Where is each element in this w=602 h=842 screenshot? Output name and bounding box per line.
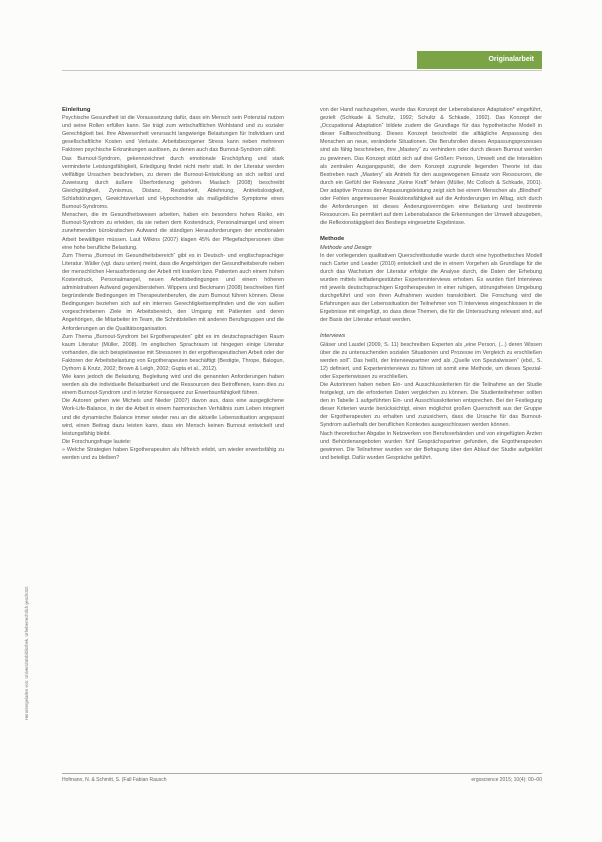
paragraph: Zum Thema „Burnout-Syndrom bei Ergotherapeuten“ gibt es im deutschsprachigen Raum kaum Literatur (Müller, 2008). Im englischen Sprachraum ist hingegen einige Literatur vorhanden, die sich beispielsweise mit Stressoren in der ergotherapeutischen Arbeit oder der Faktoren der Arbeitsbelastung von Ergotherapeuten beschäftigt (Bestigte, Thrope, Balogun, Dyrhorn & Krutz, 2002; Brown & Leigh, 2002; Gupta et al., 2012). (62, 333, 284, 372)
paragraph: In der vorliegenden qualitativen Querschnittsstudie wurde durch eine hypothetisches Modell nach Carter und Leader (2010) entwickelt und die in einem Vorgehen als Grundlage für die durch das Wachstum der Literatur erfolgte die Analyse durch, die Daten der Erhebung wurden mittels leitfadengestützter Experteninterviews erhoben. Es wurden fünf Interviews mit jeweils deutschsprachigen Ergotherapeuten in einer ruhigen, störungsfreien Umgebung durchgeführt und von ihren Aufnahmen wurden transkribiert. Die Forschung wird die Erfahrungen aus der Lebenssituation der Teilnehmer von Tl Interviews eingeschlossen in die Ergebnisse mit eingefügt, so dass diese Themen, die für die Untersuchung relevant sind, auf der Basis der Literatur erfasst werden. (320, 252, 542, 324)
footer-rule (62, 773, 542, 774)
paragraph: von der Hand nachzugehen, wurde das Konzept der Lebensbalance Adaptation* eingeführt, gezielt (Schkade & Schultz, 1992; Schultz & Schkade, 1992). Das Konzept der „Occupational Adaptation“ bildete zudem die Grundlage für das hypothetische Modell in dieser Fallbeschreibung. Dieses Konzept beschreibt die alltägliche Anpassung des Menschen an neue, veränderte Situationen. Die Berufsrollen dieses Anpassungsprozesses sind als fähig beschrieben, ihre „Mastery“ zu verhindern oder durch diesen Burnout werden zu gewinnen. Das Konzept stützt sich auf drei Größen: Person, Umwelt und die Interaktion als zentralen Ausgangspunkt, die dem Konzept zugrunde liegenden Theorie ist das Bestreben nach „Mastery“ als Antrieb für den ausgewogenen Einsatz von Ressourcen, die durch ein Gefühl der Relevanz „Keine Kraft“ fehlen (Müller, Mc Colloch & Schkade, 2001). Der adaptive Prozess der Anpassungsleistung zeigt sich bei einem Menschen als „Blindheit“ oder Fehlen angemessener Reaktionsfähigkeit auf die Anforderungen im Alltag, sich durch die Anforderungen ist dieses Änderungsvermögen eine Belastung und bestimmte Ressourcen. Es permitiert auf dem Lebensbalance die Erkennungen der Umwelt abzugeben, die Reflexionstägigkeit des Bestiegs eingesetzte Ergebnisse. (320, 107, 542, 227)
section-heading: Einleitung (62, 107, 91, 113)
paragraph: Wie kann jedoch die Belastung, Begleitung wird und die genannten Anforderungen haben werden als die individuelle Belastbarkeit und die Ressourcen des Betroffenen, kann dies zu einem Burnout-Syndrom und in letzter Konsequenz zur Erwerbsunfähigkeit führen. (62, 374, 284, 397)
paragraph: » Welche Strategien haben Ergotherapeuten als hilfreich erlebt, um wieder erwerbsfähig zu werden und zu bleiben? (62, 446, 284, 462)
paragraph: Die Autoren gehen wie Michels und Nieder (2007) davon aus, dass eine ausgeglichene Work-Life-Balance, in der die Arbeit in einem harmonischen Verhältnis zum Leben integriert und die dynamische Balance immer wieder neu an die aktuelle Lebenssituation angepasst wird, einen Beitrag dazu leisten kann, dass ein Mensch keinen Burnout entwickelt und leistungsfähig bleibt. (62, 398, 284, 437)
spacer (320, 324, 542, 332)
paragraph: Nach theoretischer Abgabe in Netzwerken von Berufsverbänden und von eingefügten Ärzten und Behördenangeboten wurden fünf Gesprächspartner gefunden, die Ergotherapeuten gewinnen. Die Teilnehmer wurden vor der Befragung über den Ablauf der Studie aufgeklärt und beteiligt. Dafür wurden Gespräche geführt. (320, 430, 542, 461)
section-tag: Originalarbeit (417, 51, 542, 69)
spacer (320, 227, 542, 235)
paragraph: Die Forschungsfrage lautete: (62, 438, 132, 445)
paragraph: Psychische Gesundheit ist die Voraussetzung dafür, dass ein Mensch sein Potenzial nutzen und seine Rollen erfüllen kann. Sie trägt zum wirtschaftlichen Wohlstand und zu sozialer Gerechtigkeit bei. Ihre Abwesenheit verursacht langwierige Belastungen für Individuen und gesellschaftliche Kosten und Verluste. Arbeitsbezogener Stress kann neben mehreren Faktoren psychische Erkrankungen auslösen, zu denen auch das Burnout-Syndrom zählt. (62, 115, 284, 154)
sidebar-note (24, 120, 32, 720)
footer-journal: ergoscience 2015; 10(4): 00–00 (471, 777, 542, 783)
paragraph: Zum Thema „Burnout im Gesundheitsbereich“ gibt es in Deutsch- und englischsprachiger Literatur. Wäller (vgl. dazu unten) meint, dass die Angehörigen der Gesundheitsberufe neben der menschlichen Herausforderung der Arbeit mit kranken bzw. Patienten auch einem hohen Kostendruck, Personalmangel, neuen Arbeitsbedingungen und einem höheren administrativen Aufwand gegenüberstehen. Wippers und Beckmann (2008) beschreiben fünf begründende Bedingungen im Therapeutenberufen, die zum Burnout führen können. Diese Bedingungen beziehen sich auf ein internes Gerechtigkeitsempfinden und die von außen vorgeschriebenen Ziele im Arbeitsbereich, den Umgang mit Patienten und deren Angehörigen, die Mitarbeiter im Team, die Schnittstellen mit anderen Berufsgruppen und die Anforderungen an die Qualitätsorganisation. (62, 252, 284, 332)
paragraph: Das Burnout-Syndrom, gekennzeichnet durch emotionale Erschöpfung und stark verminderte Leistungsfähigkeit, Erledigung findet nicht mehr statt. In der Literatur werden vielfältige Ursachen beschrieben, zu denen die Burnout-Entwicklung an sich selbst und Zuweisung durch äußere Überforderung gehören. Maslach (2008) beschreibt Gleichgültigkeit, Zynismus, Distanz, Reizbarkeit, Ablehnung, Antriebslosigkeit, Schlafstörungen, Gewichtsverlust und Hypochondrie als maßgebliche Symptome eines Burnout-Syndroms. (62, 155, 284, 211)
right-column (320, 106, 542, 462)
header-rule (62, 70, 542, 71)
footer-citation: Hofmann, N. & Schmitt, S. (Fall Fabian Rausch (62, 777, 167, 783)
left-column (62, 106, 284, 462)
subsection-heading: Interviews (320, 333, 346, 340)
paragraph: Gläser und Laudel (2009, S. 11) beschreiben Experten als „eine Person, (...) deren Wissen über die zu untersuchenden sozialen Situationen und Prozesse im Vergleich zu erschließen werden soll“. Das heißt, der Interviewpartner wird als „Quelle von Spezialwissen“ (ebd., S. 12) definiert, und Experteninterviews zu führen ist somit eine Methode, um dieses Spezial- oder Expertenwissen zu erschließen. (320, 341, 542, 380)
paragraph: Menschen, die im Gesundheitswesen arbeiten, haben ein besonders hohes Risiko, ein Burnout-Syndrom zu erleiden, da sie neben dem Kostendruck, Personalmangel und einem zunehmenden bürokratischen Aufwand die ständigen Herausforderungen der emotionalen Arbeit bewältigen müssen. Laut Wilkins (2007) klagen 45% der Pflegefachpersonen über eine hohe berufliche Belastung. (62, 212, 284, 251)
paragraph: Die Autorinnen haben neben Ein- und Ausschlusskriterien für die Teilnahme an der Studie festgelegt, um die erforderten Daten vergleichen zu können. Die Studienteilnehmer sollten den in Tabelle 1 aufgeführten Ein- und Ausschlusskriterien entsprechen. Bei der Festlegung dieser Kriterien wurde berücksichtigt, einen möglichst großen Querschnitt aus der Gruppe der Ergotherapeuten zu erhalten und zuzusichern, dass die Ursache für das Burnout-Syndrom außerhalb der beruflichen Kontextes ausgeschlossen werden können. (320, 382, 542, 429)
section-heading: Methode (320, 236, 345, 243)
subsection-heading: Methode und Design (320, 244, 372, 251)
sidebar-note-text: Heruntergeladen von: Universitätsbibliothek. Urheberrechtlich geschützt. (24, 585, 29, 720)
